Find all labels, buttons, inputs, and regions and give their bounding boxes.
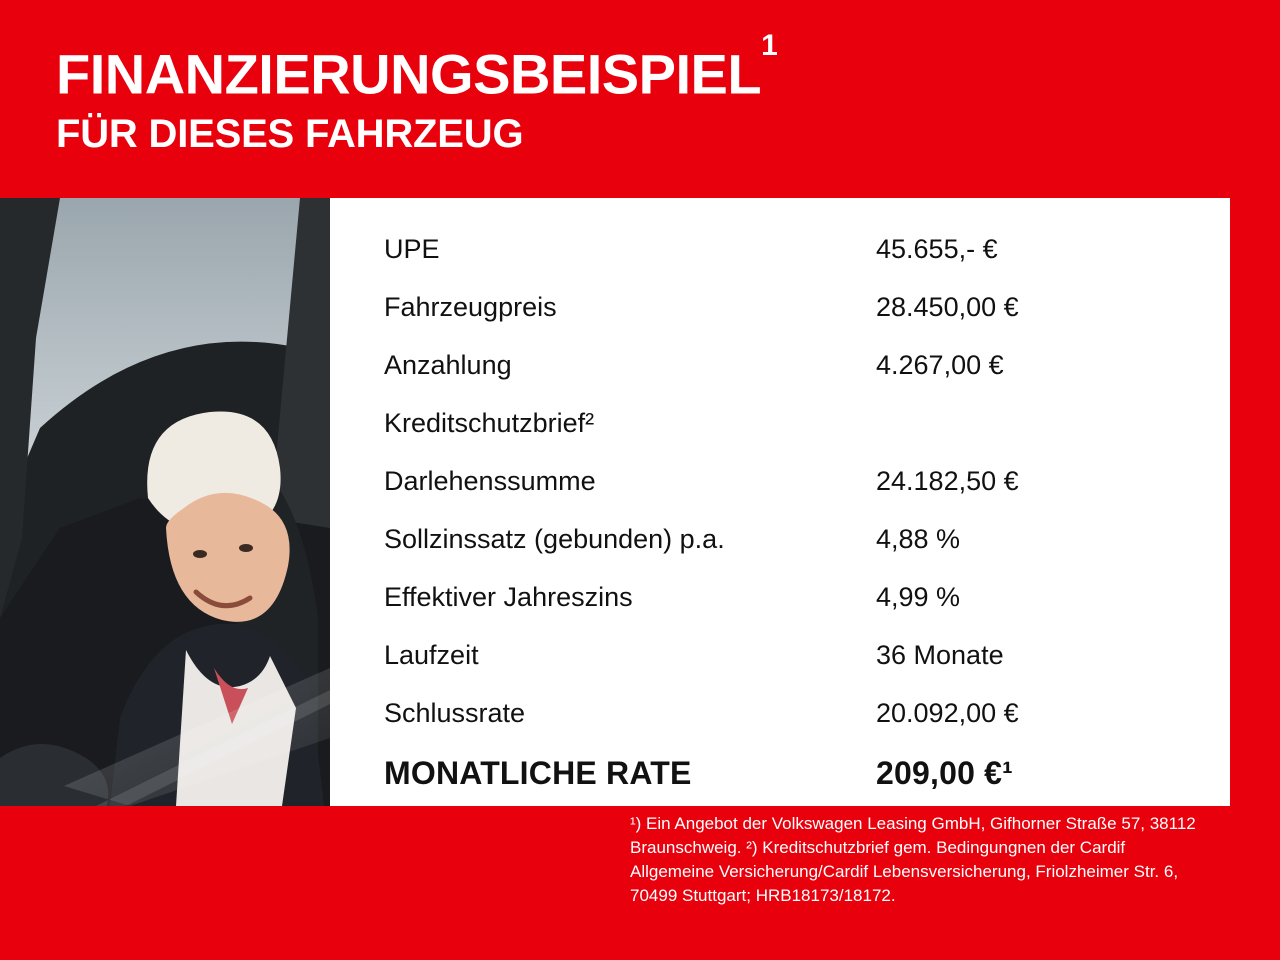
driver-photo <box>0 198 330 806</box>
row-label-laufzeit: Laufzeit <box>384 639 479 670</box>
financing-table-panel <box>330 198 1230 806</box>
row-value-effektiver-jahreszins: 4,99 % <box>876 581 961 612</box>
table-row-total <box>384 742 1104 804</box>
driver-photo-illustration <box>0 198 330 806</box>
row-label-anzahlung: Anzahlung <box>384 349 512 380</box>
legal-footnote: ¹) Ein Angebot der Volkswagen Leasing GmbH, Gifhorner Straße 57, 38112 Braunschweig. ²) Kreditschutzbrief gem. Bedingungnen der Cardif Allgemeine Versicherung/Cardif Lebensversicherung, Friolzheimer Str. 6, 70499 Stuttgart; HRB18173/18172. <box>630 814 1196 905</box>
headline-primary-footnote-marker: 1 <box>761 28 778 62</box>
table-row <box>384 220 1104 278</box>
row-value-sollzinssatz: 4,88 % <box>876 523 961 554</box>
table-row <box>384 568 1104 626</box>
table-row <box>384 336 1104 394</box>
row-value-darlehenssumme: 24.182,50 € <box>876 465 1019 496</box>
table-row <box>384 510 1104 568</box>
poster-header <box>0 0 1280 198</box>
row-value-anzahlung: 4.267,00 € <box>876 349 1004 380</box>
row-value-kreditschutzbrief <box>876 394 1104 452</box>
table-row <box>384 452 1104 510</box>
row-label-fahrzeugpreis: Fahrzeugpreis <box>384 291 557 322</box>
row-label-effektiver-jahreszins: Effektiver Jahreszins <box>384 581 633 612</box>
financing-table <box>384 220 1104 804</box>
table-row <box>384 394 1104 452</box>
table-row <box>384 278 1104 336</box>
row-value-monatliche-rate: 209,00 €¹ <box>876 754 1014 791</box>
row-value-upe: 45.655,- € <box>876 233 998 264</box>
headline-secondary: FÜR DIESES FAHRZEUG <box>56 111 524 156</box>
row-value-schlussrate: 20.092,00 € <box>876 697 1019 728</box>
table-row <box>384 684 1104 742</box>
row-label-sollzinssatz: Sollzinssatz (gebunden) p.a. <box>384 523 725 554</box>
row-label-kreditschutzbrief: Kreditschutzbrief² <box>384 407 595 438</box>
table-row <box>384 626 1104 684</box>
headline-primary <box>56 28 1280 106</box>
row-label-schlussrate: Schlussrate <box>384 697 526 728</box>
row-value-laufzeit: 36 Monate <box>876 639 1004 670</box>
headline-primary-text: FINANZIERUNGSBEISPIEL <box>56 42 762 106</box>
row-label-darlehenssumme: Darlehenssumme <box>384 465 596 496</box>
row-value-fahrzeugpreis: 28.450,00 € <box>876 291 1019 322</box>
row-label-upe: UPE <box>384 233 440 264</box>
row-label-monatliche-rate: MONATLICHE RATE <box>384 754 692 791</box>
